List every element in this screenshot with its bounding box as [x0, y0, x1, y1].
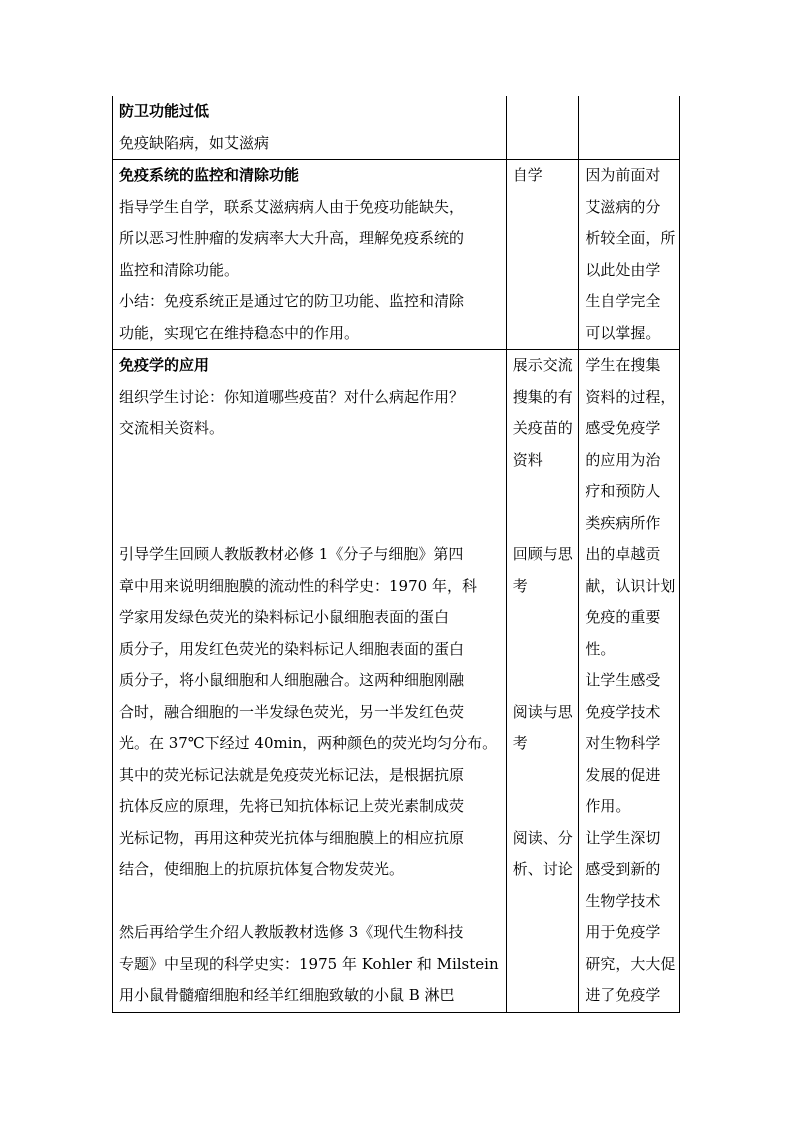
lesson-plan-table	[112, 96, 680, 1013]
text-line: 免疫缺陷病，如艾滋病	[119, 133, 270, 152]
content-cell	[113, 160, 507, 350]
text-line: 学生在搜集	[585, 356, 661, 374]
text-line: 学家用发绿色荧光的染料标记小鼠细胞表面的蛋白	[119, 608, 450, 626]
text-line: 然后再给学生介绍人教版教材选修 3《现代生物科技	[119, 923, 464, 941]
text-line: 搜集的有	[512, 387, 573, 406]
text-line: 抗体反应的原理，先将已知抗体标记上荧光素制成荧	[119, 797, 465, 815]
text-line: 考	[512, 576, 528, 595]
content-cell	[113, 350, 507, 1013]
text-line: 资料的过程，	[585, 387, 676, 406]
text-line: 阅读与思	[512, 702, 573, 721]
table-body	[113, 96, 680, 1012]
text-line: 其中的荧光标记法就是免疫荧光标记法，是根据抗原	[119, 765, 465, 784]
blank-line	[513, 665, 573, 697]
text-line: 疗和预防人	[585, 482, 661, 500]
blank-line	[513, 760, 573, 792]
text-line: 监控和清除功能。	[119, 260, 240, 279]
text-line: 可以掌握。	[585, 323, 661, 342]
table-row	[113, 96, 680, 160]
text-line: 质分子，用发红色荧光的染料标记人细胞表面的蛋白	[119, 639, 465, 658]
blank-line	[119, 476, 500, 508]
text-line: 艾滋病的分	[585, 197, 661, 216]
text-line: 感受到新的	[585, 860, 661, 878]
blank-line	[513, 602, 573, 634]
blank-line	[513, 634, 573, 666]
section-heading: 免疫系统的监控和清除功能	[119, 166, 300, 184]
text-line: 免疫的重要	[585, 608, 661, 626]
text-line: 作用。	[585, 797, 631, 815]
text-line: 对生物科学	[585, 734, 661, 752]
blank-line	[119, 886, 500, 918]
text-line: 用小鼠骨髓瘤细胞和经羊红细胞致敏的小鼠 B 淋巴	[119, 986, 455, 1004]
text-line: 出的卓越贡	[585, 545, 661, 563]
activity-cell	[506, 160, 579, 350]
content-cell	[113, 96, 507, 160]
activity-cell	[506, 96, 579, 160]
text-line: 免疫学技术	[585, 702, 661, 721]
text-line: 因为前面对	[585, 166, 661, 184]
table-row	[113, 350, 680, 1013]
text-line: 研究，大大促	[585, 954, 676, 973]
text-line: 类疾病所作	[585, 513, 661, 532]
blank-line	[513, 791, 573, 823]
activity-cell	[506, 350, 579, 1013]
text-line: 专题》中呈现的科学史实：1975 年 Kohler 和 Milstein	[119, 954, 499, 973]
table-row	[113, 160, 680, 350]
blank-line	[119, 445, 500, 477]
intent-cell	[579, 160, 680, 350]
text-line: 交流相关资料。	[119, 419, 225, 437]
blank-line	[513, 476, 573, 508]
text-line: 关疫苗的	[512, 419, 573, 437]
text-line: 让学生深切	[585, 828, 661, 847]
text-line: 用于免疫学	[585, 923, 661, 941]
blank-line	[513, 508, 573, 540]
text-line: 资料	[512, 450, 543, 469]
text-line: 功能，实现它在维持稳态中的作用。	[119, 323, 360, 342]
text-line: 析较全面，所	[585, 229, 676, 247]
text-line: 回顾与思	[512, 545, 573, 563]
text-line: 质分子，将小鼠细胞和人细胞融合。这两种细胞刚融	[119, 671, 465, 689]
text-line: 献，认识计划	[585, 576, 676, 595]
text-line: 考	[512, 734, 528, 752]
text-line: 的应用为治	[585, 450, 661, 469]
text-line: 生自学完全	[585, 292, 661, 310]
blank-line	[119, 508, 500, 540]
text-line: 结合，使细胞上的抗原抗体复合物发荧光。	[119, 860, 405, 878]
text-line: 感受免疫学	[585, 419, 661, 437]
text-line: 指导学生自学，联系艾滋病病人由于免疫功能缺失，	[119, 197, 465, 216]
intent-cell	[579, 350, 680, 1013]
text-line: 以此处由学	[585, 260, 661, 279]
text-line: 引导学生回顾人教版教材必修 1《分子与细胞》第四	[119, 545, 464, 563]
text-line: 阅读、分	[512, 828, 573, 847]
text-line: 生物学技术	[585, 891, 661, 910]
text-line: 展示交流	[512, 356, 573, 374]
text-line: 章中用来说明细胞膜的流动性的科学史：1970 年，科	[119, 576, 477, 595]
intent-cell	[579, 96, 680, 160]
text-line: 性。	[585, 639, 616, 658]
text-line: 发展的促进	[585, 765, 661, 784]
text-line: 进了免疫学	[585, 986, 661, 1004]
text-line: 合时，融合细胞的一半发绿色荧光，另一半发红色荧	[119, 702, 465, 721]
section-heading: 防卫功能过低	[119, 102, 210, 120]
text-line: 让学生感受	[585, 671, 661, 689]
text-line: 光。在 37℃下经过 40min，两种颜色的荧光均匀分布。	[119, 734, 498, 752]
text-line: 自学	[512, 166, 543, 184]
text-line: 小结：免疫系统正是通过它的防卫功能、监控和清除	[119, 292, 465, 310]
text-line: 光标记物，再用这种荧光抗体与细胞膜上的相应抗原	[119, 828, 465, 847]
section-heading: 免疫学的应用	[119, 356, 210, 374]
text-line: 析、讨论	[512, 860, 573, 878]
text-line: 所以恶习性肿瘤的发病率大大升高，理解免疫系统的	[119, 229, 465, 247]
text-line: 组织学生讨论：你知道哪些疫苗？对什么病起作用？	[119, 387, 465, 406]
